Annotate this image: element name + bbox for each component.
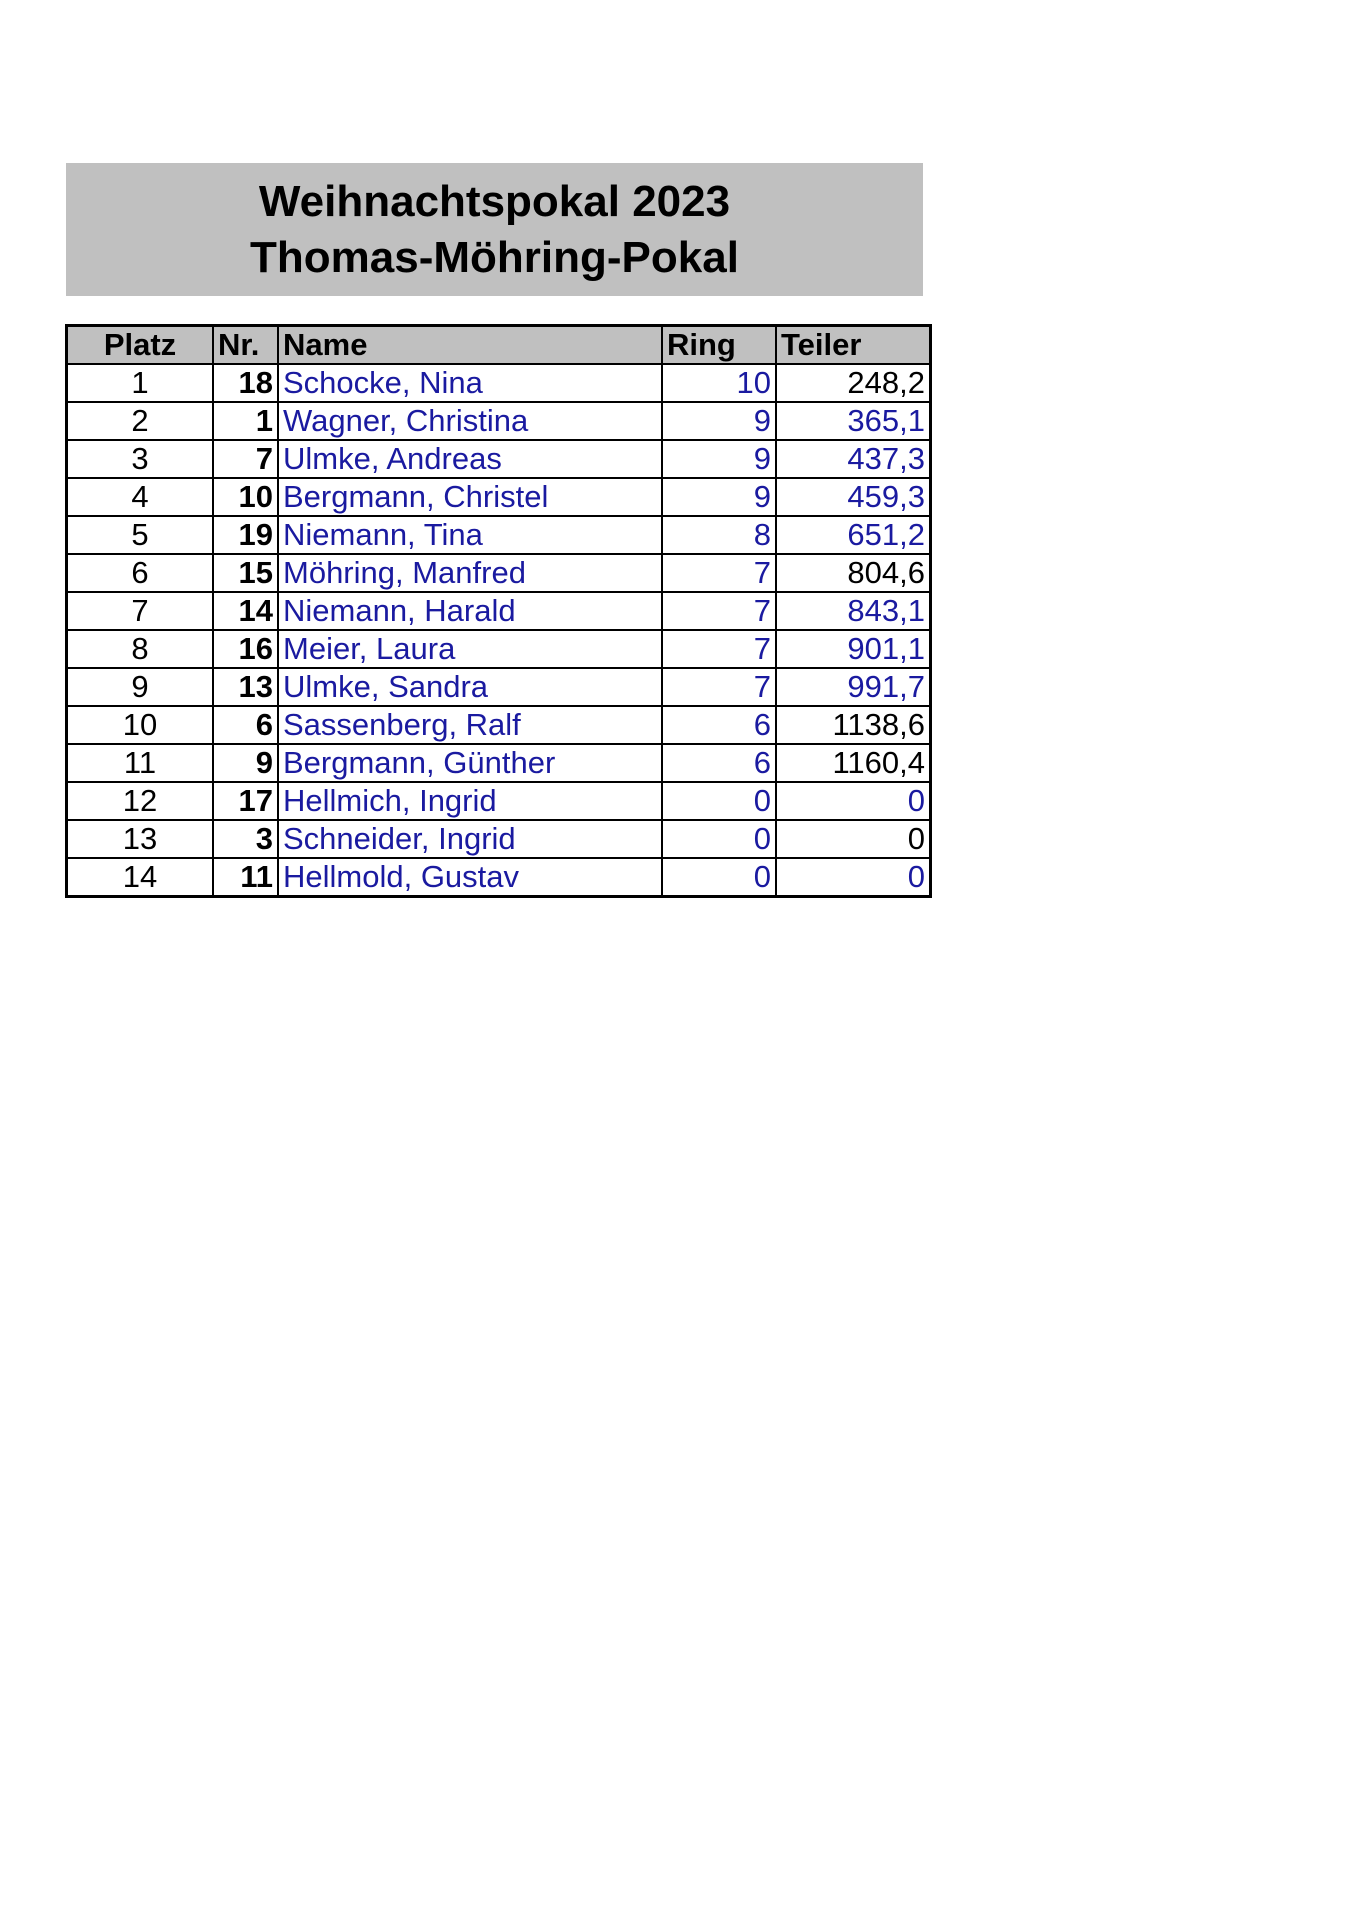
nr-cell: 13 [213,668,278,706]
ring-cell: 7 [662,554,776,592]
name-cell: Bergmann, Christel [278,478,662,516]
nr-cell: 18 [213,364,278,402]
nr-cell: 10 [213,478,278,516]
platz-cell: 5 [67,516,214,554]
page-subtitle: Thomas-Möhring-Pokal [250,232,739,282]
table-row [67,706,931,744]
name-cell: Schneider, Ingrid [278,820,662,858]
table-row [67,402,931,440]
teiler-cell: 0 [776,782,931,820]
ring-cell: 9 [662,440,776,478]
platz-cell: 8 [67,630,214,668]
name-cell: Schocke, Nina [278,364,662,402]
teiler-cell: 843,1 [776,592,931,630]
nr-cell: 15 [213,554,278,592]
nr-cell: 7 [213,440,278,478]
name-cell: Ulmke, Andreas [278,440,662,478]
teiler-cell: 0 [776,820,931,858]
ring-cell: 6 [662,706,776,744]
name-cell: Möhring, Manfred [278,554,662,592]
header-ring: Ring [662,326,776,365]
header-name: Name [278,326,662,365]
ring-cell: 9 [662,402,776,440]
name-cell: Niemann, Tina [278,516,662,554]
name-cell: Bergmann, Günther [278,744,662,782]
teiler-cell: 365,1 [776,402,931,440]
ring-cell: 7 [662,668,776,706]
ring-cell: 7 [662,592,776,630]
platz-cell: 1 [67,364,214,402]
table-row [67,440,931,478]
table-row [67,858,931,897]
nr-cell: 1 [213,402,278,440]
header-teiler: Teiler [776,326,931,365]
results-body [67,364,931,897]
table-row [67,668,931,706]
teiler-cell: 0 [776,858,931,897]
title-banner [66,163,923,296]
header-platz: Platz [67,326,214,365]
ring-cell: 0 [662,782,776,820]
ring-cell: 7 [662,630,776,668]
nr-cell: 9 [213,744,278,782]
nr-cell: 16 [213,630,278,668]
teiler-cell: 437,3 [776,440,931,478]
platz-cell: 6 [67,554,214,592]
platz-cell: 2 [67,402,214,440]
table-row [67,364,931,402]
name-cell: Sassenberg, Ralf [278,706,662,744]
name-cell: Niemann, Harald [278,592,662,630]
table-row [67,782,931,820]
name-cell: Meier, Laura [278,630,662,668]
platz-cell: 4 [67,478,214,516]
platz-cell: 7 [67,592,214,630]
nr-cell: 3 [213,820,278,858]
nr-cell: 14 [213,592,278,630]
platz-cell: 13 [67,820,214,858]
results-table [65,324,932,898]
platz-cell: 9 [67,668,214,706]
platz-cell: 10 [67,706,214,744]
header-row [67,326,931,365]
nr-cell: 17 [213,782,278,820]
name-cell: Hellmold, Gustav [278,858,662,897]
page-title: Weihnachtspokal 2023 [258,176,731,226]
teiler-cell: 804,6 [776,554,931,592]
name-cell: Hellmich, Ingrid [278,782,662,820]
nr-cell: 11 [213,858,278,897]
teiler-cell: 651,2 [776,516,931,554]
table-row [67,478,931,516]
ring-cell: 8 [662,516,776,554]
teiler-cell: 459,3 [776,478,931,516]
platz-cell: 14 [67,858,214,897]
teiler-cell: 1160,4 [776,744,931,782]
platz-cell: 12 [67,782,214,820]
ring-cell: 10 [662,364,776,402]
ring-cell: 6 [662,744,776,782]
teiler-cell: 901,1 [776,630,931,668]
table-row [67,592,931,630]
platz-cell: 3 [67,440,214,478]
platz-cell: 11 [67,744,214,782]
table-row [67,630,931,668]
nr-cell: 19 [213,516,278,554]
name-cell: Wagner, Christina [278,402,662,440]
teiler-cell: 248,2 [776,364,931,402]
table-row [67,744,931,782]
teiler-cell: 991,7 [776,668,931,706]
ring-cell: 9 [662,478,776,516]
ring-cell: 0 [662,858,776,897]
table-row [67,516,931,554]
table-row [67,820,931,858]
nr-cell: 6 [213,706,278,744]
ring-cell: 0 [662,820,776,858]
header-nr: Nr. [213,326,278,365]
teiler-cell: 1138,6 [776,706,931,744]
table-row [67,554,931,592]
name-cell: Ulmke, Sandra [278,668,662,706]
